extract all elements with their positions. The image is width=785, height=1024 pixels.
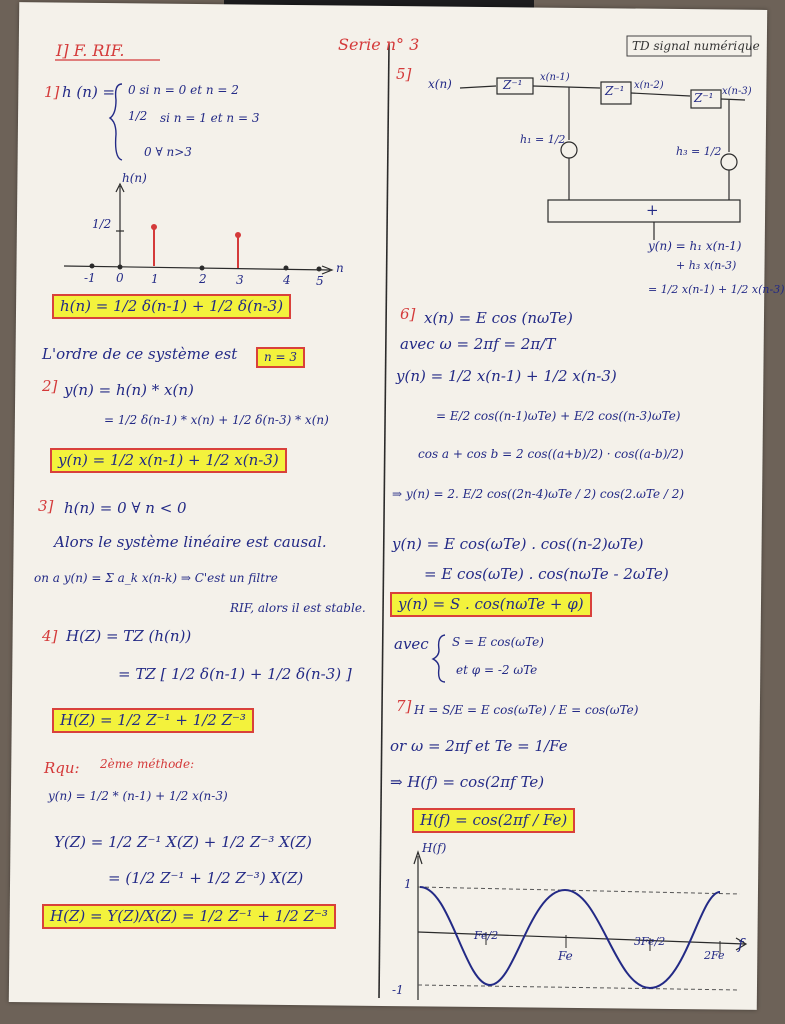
stem-tick-0: 0	[116, 271, 124, 285]
stem-tick-m1: -1	[84, 271, 96, 285]
q1-result: h(n) = 1/2 δ(n-1) + 1/2 δ(n-3)	[52, 294, 291, 319]
rq-line2: Y(Z) = 1/2 Z⁻¹ X(Z) + 1/2 Z⁻³ X(Z)	[54, 833, 312, 851]
stem-n3-dot	[235, 232, 241, 238]
q4-line1: H(Z) = TZ (h(n))	[66, 627, 192, 645]
diag-x: x(n)	[428, 77, 452, 91]
q7-line1: H = S/E = E cos(ωTe) / E = cos(ωTe)	[414, 703, 639, 717]
stem-x-axis	[64, 266, 330, 270]
q1-label: 1]	[44, 83, 60, 101]
q6-line3: y(n) = 1/2 x(n-1) + 1/2 x(n-3)	[396, 367, 617, 385]
stem-tick-5: 5	[316, 274, 324, 288]
q6-avec: avec	[394, 635, 429, 653]
q4-label: 4]	[42, 627, 58, 645]
q2-label: 2]	[42, 377, 58, 395]
q3-label: 3]	[38, 497, 54, 515]
q7-label: 7]	[396, 697, 412, 715]
page-divider	[379, 44, 389, 998]
q2-line2: = 1/2 δ(n-1) * x(n) + 1/2 δ(n-3) * x(n)	[104, 413, 329, 427]
q7-line3: ⇒ H(f) = cos(2πf Te)	[390, 773, 545, 791]
sum-box	[548, 200, 740, 222]
stem-dot-m1	[90, 264, 95, 269]
q6-line5: cos a + cos b = 2 cos((a+b)/2) · cos((a-b)/2)	[418, 447, 684, 461]
stem-xlabel: n	[336, 261, 344, 275]
rq-result: H(Z) = Y(Z)/X(Z) = 1/2 Z⁻¹ + 1/2 Z⁻³	[42, 904, 336, 929]
mult-3	[721, 154, 737, 170]
q6-line6: ⇒ y(n) = 2. E/2 cos((2n-4)ωTe / 2) cos(2.ωTe / 2)	[392, 487, 685, 501]
section-title: I] F. RIF.	[56, 41, 125, 60]
stem-dot-2	[200, 266, 205, 271]
q6-line2: avec ω = 2πf = 2π/T	[400, 335, 556, 353]
q1-case2-frac: 1/2	[128, 109, 148, 123]
diag-out3: = 1/2 x(n-1) + 1/2 x(n-3)	[648, 283, 785, 296]
cos-plot	[414, 852, 746, 1000]
q1-case3: 0 ∀ n>3	[144, 145, 192, 159]
cos-level-m1	[418, 985, 740, 990]
stem-tick-4: 4	[283, 273, 291, 287]
serie-title: Serie n° 3	[338, 35, 420, 54]
q1-h-def: h (n) =	[62, 83, 116, 101]
cos-level-1	[418, 887, 740, 894]
plot-tick-fe: Fe	[558, 949, 573, 963]
rq-title: 2ème méthode:	[100, 757, 195, 771]
q2-line1: y(n) = h(n) * x(n)	[64, 381, 194, 399]
q3-line4: RIF, alors il est stable.	[230, 601, 366, 615]
diag-z3: Z⁻¹	[694, 91, 714, 105]
stem-tick-3: 3	[236, 273, 244, 287]
q2-result: y(n) = 1/2 x(n-1) + 1/2 x(n-3)	[50, 448, 287, 473]
q6-line8: = E cos(ωTe) . cos(nωTe - 2ωTe)	[424, 565, 669, 583]
plot-tick-2fe: 2Fe	[704, 949, 725, 962]
plot-ylabel: H(f)	[422, 841, 447, 855]
q3-line2: Alors le système linéaire est causal.	[54, 533, 327, 551]
rq-line1: y(n) = 1/2 * (n-1) + 1/2 x(n-3)	[48, 789, 228, 803]
diag-xn3: x(n-3)	[722, 86, 752, 97]
avec-brace	[433, 635, 445, 682]
q6-line7: y(n) = E cos(ωTe) . cos((n-2)ωTe)	[392, 535, 644, 553]
q7-line2: or ω = 2πf et Te = 1/Fe	[390, 737, 568, 755]
order-value: n = 3	[256, 347, 305, 368]
rq-label: Rqu:	[44, 759, 80, 777]
plot-ym1: -1	[392, 983, 404, 997]
diag-sum: +	[646, 201, 659, 219]
stem-dot-4	[284, 266, 289, 271]
q5-label: 5]	[396, 65, 412, 83]
stem-dot-0	[118, 265, 123, 270]
stem-tick-2: 2	[199, 272, 207, 286]
plot-xlabel: f	[738, 935, 744, 953]
order-text: L'ordre de ce système est	[42, 345, 238, 363]
cos-x-axis	[418, 929, 745, 944]
rq-line3: = (1/2 Z⁻¹ + 1/2 Z⁻³) X(Z)	[108, 869, 304, 887]
q6-phi: et φ = -2 ωTe	[456, 663, 538, 677]
course-title: TD signal numérique	[632, 39, 760, 53]
stem-yval: 1/2	[92, 217, 112, 231]
stem-n1-dot	[151, 224, 157, 230]
diag-h1: h₁ = 1/2	[520, 133, 566, 146]
plot-tick-fe2: Fe/2	[474, 929, 499, 942]
diag-out1: y(n) = h₁ x(n-1)	[648, 239, 742, 253]
diag-z2: Z⁻¹	[605, 84, 625, 98]
diag-xn2: x(n-2)	[634, 80, 664, 91]
diag-out2: + h₃ x(n-3)	[676, 259, 737, 272]
diag-h3: h₃ = 1/2	[676, 145, 722, 158]
plot-y1: 1	[404, 877, 412, 891]
q6-line4: = E/2 cos((n-1)ωTe) + E/2 cos((n-3)ωTe)	[436, 409, 681, 423]
q1-case2: si n = 1 et n = 3	[160, 111, 260, 125]
wire-3	[721, 99, 745, 100]
stem-ylabel: h(n)	[122, 171, 147, 185]
stem-tick-1: 1	[151, 272, 159, 286]
q7-result: H(f) = cos(2πf / Fe)	[412, 808, 575, 833]
q6-line1: x(n) = E cos (nωTe)	[424, 309, 573, 327]
wire-2	[631, 93, 690, 96]
stem-dot-5	[317, 267, 322, 272]
diag-xn1: x(n-1)	[540, 72, 570, 83]
q1-case1: 0 si n = 0 et n = 2	[128, 83, 239, 97]
diag-z1: Z⁻¹	[503, 78, 523, 92]
q4-result: H(Z) = 1/2 Z⁻¹ + 1/2 Z⁻³	[52, 708, 254, 733]
q4-line2: = TZ [ 1/2 δ(n-1) + 1/2 δ(n-3) ]	[118, 665, 352, 683]
wire-1	[533, 86, 600, 88]
q6-s: S = E cos(ωTe)	[452, 635, 544, 649]
plot-tick-3fe2: 3Fe/2	[634, 935, 666, 948]
q3-line3: on a y(n) = Σ a_k x(n-k) ⇒ C'est un filtre	[34, 571, 278, 585]
q6-label: 6]	[400, 305, 416, 323]
wire-x	[460, 86, 496, 88]
q3-line1: h(n) = 0 ∀ n < 0	[64, 499, 187, 517]
q6-result: y(n) = S . cos(nωTe + φ)	[390, 592, 592, 617]
